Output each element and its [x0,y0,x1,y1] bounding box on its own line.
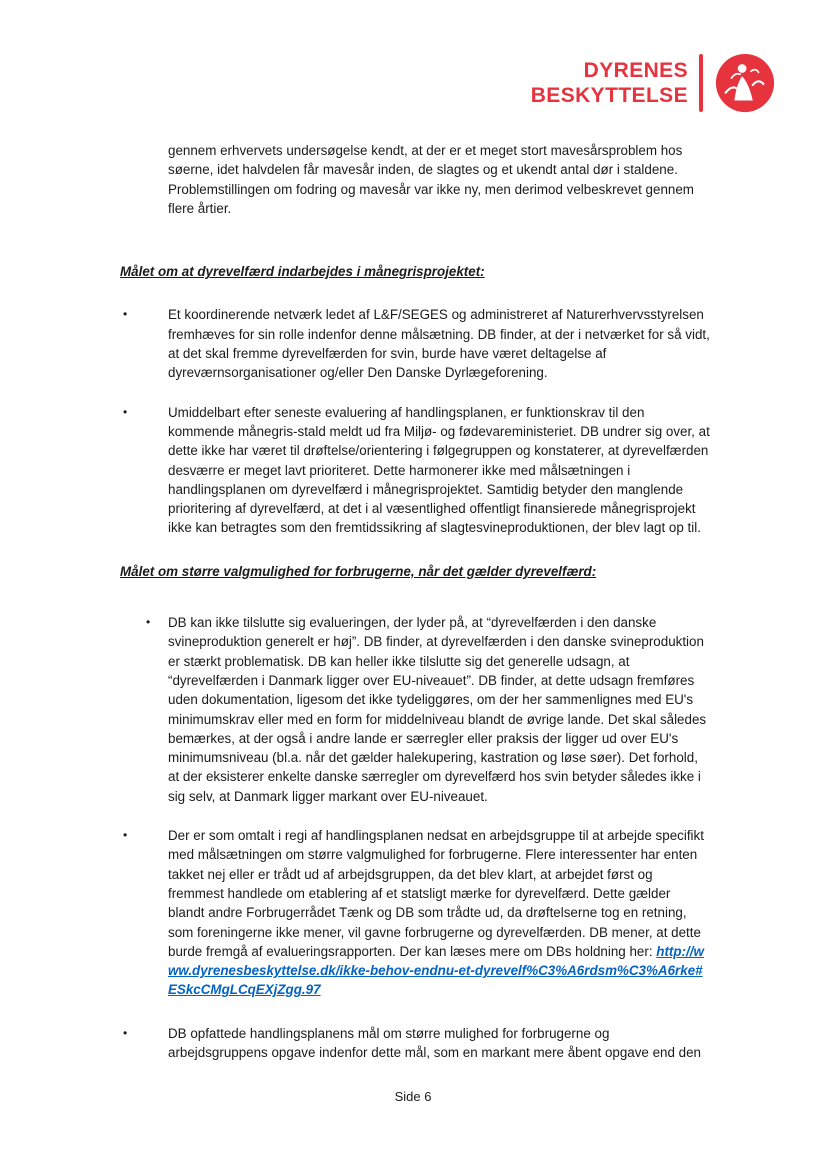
section1-heading: Målet om at dyrevelfærd indarbejdes i månegrisprojektet: [120,264,485,280]
logo-wordmark [531,58,688,108]
list-item [120,305,710,382]
bullet-text: Et koordinerende netværk ledet af L&F/SEGES og administreret af Naturerhvervsstyrelsen fremhæves for sin rolle indenfor denne målsætning. DB finder, at der i netværket for så vidt, at det skal fremme dyrevelfærden for svin, burde have været deltagelse af dyreværnsorganisationer og/eller Den Danske Dyrlægeforening. [168,307,710,381]
dyrenes-beskyttelse-emblem-icon [714,52,776,114]
bullet-icon: • [123,1025,128,1040]
list-item [120,403,710,538]
list-item [120,613,710,806]
logo-line2: BESKYTTELSE [530,84,688,107]
bullet-text: Umiddelbart efter seneste evaluering af handlingsplanen, er funktionskrav til den kommende månegris-stald meldt ud fra Miljø- og fødevareministeriet. DB undrer sig over, at dette ikke har været til drøftelse/orientering i følgegruppen og konstaterer, at dyrevelfærden desværre er meget lavt prioriteret. Dette harmonerer ikke med målsætningen i handlingsplanen om dyrevelfærd i månegrisprojektet. Samtidig betyder den manglende prioritering af dyrevelfærd, at det i al væsentlighed offentligt finansierede månegrisprojekt ikke kan betragtes som den fremtidssikring af slagtesvineproduktionen, der blev lagt op til. [168,404,710,536]
section2-heading: Målet om større valgmulighed for forbrugerne, når det gælder dyrevelfærd: [120,563,597,579]
bullet-icon: • [123,404,128,419]
bullet-icon: • [123,828,128,843]
dyrenesbeskyttelse-article-link[interactable]: http://www.dyrenesbeskyttelse.dk/ikke-behov-endnu-et-dyrevelf%C3%A6rdsm%C3%A6rke#ESkcCMgLCqEXjZgg.97 [168,943,704,998]
intro-paragraph: gennem erhvervets undersøgelse kendt, at der er et meget stort mavesårsproblem hos søerne, idet halvdelen får mavesår inden, de slagtes og et ukendt antal dør i staldene. Problemstillingen om fodring og mavesår var ikke ny, men derimod velbeskrevet gennem flere årtier. [168,143,694,216]
bullet-text [168,826,710,1000]
bullet-text: DB kan ikke tilslutte sig evalueringen, der lyder på, at “dyrevelfærden i den danske svineproduktion generelt er høj”. DB finder, at dyrevelfærden i den danske svineproduktion er stærkt problematisk. DB kan heller ikke tilslutte sig det generelle udsagn, at “dyrevelfærden i Danmark ligger over EU-niveauet”. DB finder, at dette udsagn fremføres uden dokumentation, ligesom det ikke tydeliggøres, om der her sammenlignes med EU's minimumskrav eller med en form for middelniveau blandt de øvrige lande. Det skal således bemærkes, at der også i andre lande er særregler eller praksis der ligger ud over EU's minimumsniveau (bl.a. når det gælder halekupering, kastration og løse søer). Det forhold, at der eksisterer enkelte danske særregler om dyrevelfærd hos svin betyder således ikke i sig selv, at Danmark ligger markant over EU-niveauet. [168,615,707,804]
list-item [120,1024,710,1063]
bullet-icon: • [123,307,128,322]
logo-divider [699,54,703,112]
bullet-text: DB opfattede handlingsplanens mål om større mulighed for forbrugerne og arbejdsgruppens opgave indenfor dette mål, som en markant mere åbent opgave end den [168,1025,701,1060]
list-item [120,826,710,1000]
bullet-text-span: Der er som omtalt i regi af handlingsplanen nedsat en arbejdsgruppe til at arbejde specifikt med målsætningen om større valgmulighed for forbrugerne. Flere interessenter har enten takket nej eller er trådt ud af arbejdsgruppen, da det blev klart, at arbejdet først og fremmest handlede om etablering af et statsligt mærke for dyrevelfærd. Dette gælder blandt andre Forbrugerrådet Tænk og DB som trådte ud, da drøftelserne tog en retning, som foreningerne ikke mener, vil gavne forbrugerne og dyrevelfærden. DB mener, at dette burde fremgå af evalueringsrapporten. Der kan læses mere om DBs holdning her: [168,828,704,959]
page-footer [0,1089,826,1104]
bullet-icon: • [146,615,151,630]
page-number: Side 6 [394,1089,432,1104]
document-body [120,141,710,1082]
logo-line1: DYRENES [583,59,688,82]
logo [531,52,776,114]
